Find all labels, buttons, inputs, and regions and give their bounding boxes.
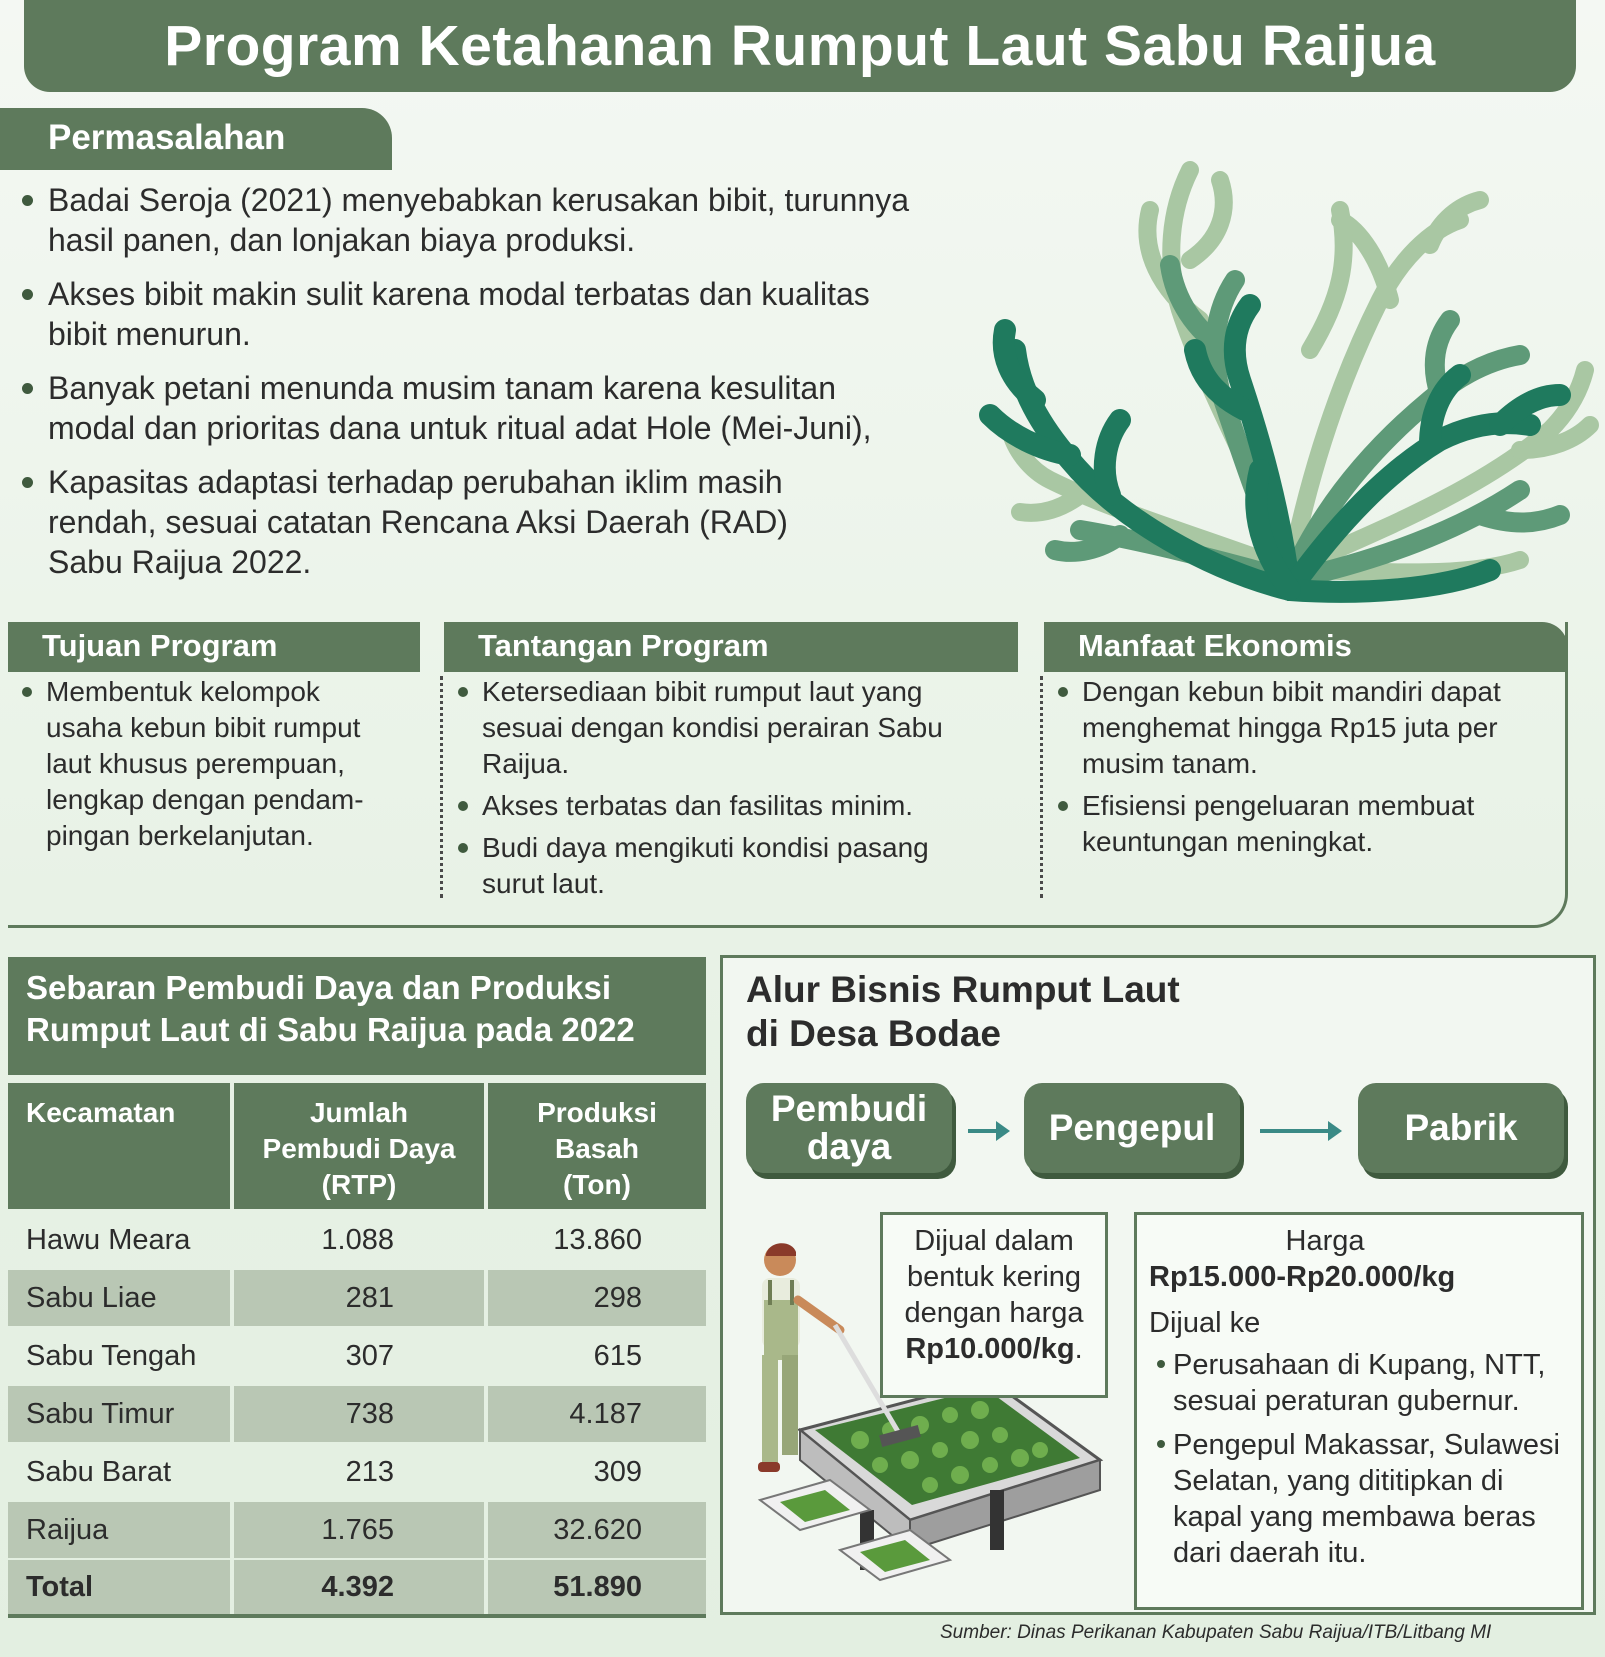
bullet-icon	[1157, 1360, 1165, 1368]
item-line: Pengepul Makassar, Sulawesi	[1173, 1429, 1560, 1461]
column-header-label: Kecamatan	[26, 1097, 176, 1128]
title-banner	[24, 0, 1576, 92]
step-pembudi-daya	[746, 1083, 952, 1173]
item-line: Kapasitas adaptasi terhadap perubahan iklim masih	[48, 464, 783, 500]
step-label: daya	[806, 1126, 892, 1167]
item-line: Akses bibit makin sulit karena modal terbatas dan kualitas	[48, 276, 870, 312]
bullet-icon	[458, 843, 468, 853]
cell-kecamatan: Sabu Liae	[26, 1282, 157, 1314]
table-title-line: Rumput Laut di Sabu Raijua pada 2022	[26, 1011, 635, 1048]
table-row	[8, 1444, 706, 1500]
item-line: Membentuk kelompok	[46, 676, 320, 707]
page-title: Program Ketahanan Rumput Laut Sabu Raijua	[164, 14, 1436, 78]
arrow-right-icon	[966, 1116, 1012, 1146]
price-note-pembudi	[880, 1212, 1108, 1398]
list-item	[22, 274, 1022, 354]
step-pengepul: Pengepul	[1024, 1083, 1240, 1173]
list-item	[22, 180, 1022, 260]
item-line: Sabu Raijua 2022.	[48, 544, 312, 580]
dijual-ke-label: Dijual ke	[1149, 1307, 1261, 1339]
item-line: Perusahaan di Kupang, NTT,	[1173, 1349, 1546, 1381]
column-header-ton	[488, 1083, 706, 1209]
item-line: Raijua.	[482, 748, 570, 779]
bullet-icon	[22, 289, 33, 300]
harga-label: Harga	[1285, 1225, 1365, 1257]
note-line: Dijual dalam	[914, 1225, 1074, 1257]
cell-ton: 13.860	[553, 1224, 642, 1256]
manfaat-list	[1058, 674, 1558, 866]
list-item	[22, 462, 1022, 582]
permasalahan-list	[22, 180, 1022, 596]
item-line: Dengan kebun bibit mandiri dapat	[1082, 676, 1501, 707]
list-item	[22, 674, 412, 854]
source-credit: Sumber: Dinas Perikanan Kabupaten Sabu Raijua/ITB/Litbang MI	[940, 1622, 1492, 1643]
flow-title	[746, 968, 1180, 1056]
item-line: bibit menurun.	[48, 316, 251, 352]
step-pabrik: Pabrik	[1358, 1083, 1564, 1173]
cell-ton: 615	[593, 1340, 642, 1372]
table-row	[8, 1270, 706, 1326]
column-header-label: Produksi	[537, 1097, 657, 1128]
item-line: rendah, sesuai catatan Rencana Aksi Daerah (RAD)	[48, 504, 788, 540]
arrow-right-icon	[1258, 1116, 1344, 1146]
divider	[440, 676, 443, 898]
item-line: laut khusus perempuan,	[46, 748, 345, 779]
item-line: Budi daya mengikuti kondisi pasang	[482, 832, 929, 863]
cell-ton: 298	[593, 1282, 642, 1314]
item-line: kapal yang membawa beras	[1173, 1501, 1536, 1533]
seaweed-illustration	[960, 150, 1600, 610]
bullet-icon	[1058, 687, 1068, 697]
item-line: menghemat hingga Rp15 juta per	[1082, 712, 1498, 743]
column-header-label: Pembudi Daya	[262, 1133, 456, 1164]
item-line: Badai Seroja (2021) menyebabkan kerusakan bibit, turunnya	[48, 182, 909, 218]
table-total-row	[8, 1560, 706, 1618]
tujuan-heading: Tujuan Program	[8, 622, 420, 672]
bullet-icon	[458, 687, 468, 697]
item-line: pingan berkelanjutan.	[46, 820, 314, 851]
table-row	[8, 1502, 706, 1558]
item-line: surut laut.	[482, 868, 605, 899]
item-line: Selatan, yang dititipkan di	[1173, 1465, 1504, 1497]
list-item	[1058, 788, 1558, 860]
item-line: musim tanam.	[1082, 748, 1258, 779]
list-item	[1149, 1427, 1581, 1571]
tantangan-list	[458, 674, 1014, 908]
item-line: hasil panen, dan lonjakan biaya produksi.	[48, 222, 636, 258]
note-period: .	[1074, 1333, 1083, 1365]
item-line: lengkap dengan pendam-	[46, 784, 364, 815]
column-header-label: (RTP)	[321, 1169, 397, 1200]
column-header-label: Jumlah	[309, 1097, 409, 1128]
cell-kecamatan: Raijua	[26, 1514, 109, 1546]
column-header-kecamatan	[8, 1083, 230, 1209]
bullet-icon	[1157, 1440, 1165, 1448]
item-line: usaha kebun bibit rumput	[46, 712, 361, 743]
step-label: Pembudi	[770, 1088, 928, 1129]
item-line: Akses terbatas dan fasilitas minim.	[482, 790, 914, 821]
item-line: dari daerah itu.	[1173, 1537, 1367, 1569]
bullet-icon	[22, 477, 33, 488]
column-header-label: (Ton)	[563, 1169, 631, 1200]
note-line	[883, 1331, 1105, 1367]
cell-ton: 309	[593, 1456, 642, 1488]
note-line: dengan harga	[904, 1297, 1084, 1329]
cell-rtp: 1.088	[321, 1224, 394, 1256]
item-line: keuntungan meningkat.	[1082, 826, 1374, 857]
item-line: sesuai peraturan gubernur.	[1173, 1385, 1520, 1417]
buyer-list	[1149, 1347, 1581, 1571]
table-title-line: Sebaran Pembudi Daya dan Produksi	[26, 969, 612, 1006]
permasalahan-heading: Permasalahan	[0, 108, 392, 170]
flow-title-line: Alur Bisnis Rumput Laut	[746, 969, 1180, 1010]
table-row	[8, 1386, 706, 1442]
bullet-icon	[22, 195, 33, 206]
item-line: Efisiensi pengeluaran membuat	[1082, 790, 1475, 821]
item-line: modal dan prioritas dana untuk ritual adat Hole (Mei-Juni),	[48, 410, 872, 446]
item-line: Ketersediaan bibit rumput laut yang	[482, 676, 923, 707]
cell-rtp: 738	[345, 1398, 394, 1430]
column-header-label: Basah	[554, 1133, 640, 1164]
list-item	[1149, 1347, 1581, 1419]
cell-rtp: 213	[345, 1456, 394, 1488]
bullet-icon	[22, 383, 33, 394]
bullet-icon	[22, 687, 32, 697]
note-price: Rp10.000/kg	[905, 1333, 1075, 1365]
tujuan-list	[22, 674, 412, 860]
list-item	[458, 788, 1014, 824]
bullet-icon	[458, 801, 468, 811]
cell-kecamatan: Hawu Meara	[26, 1224, 191, 1256]
list-item	[1058, 674, 1558, 782]
cell-ton: 32.620	[553, 1514, 642, 1546]
cell-ton: 4.187	[569, 1398, 642, 1430]
tantangan-heading: Tantangan Program	[444, 622, 1018, 672]
cell-kecamatan: Sabu Tengah	[26, 1340, 197, 1372]
cell-rtp: 1.765	[321, 1514, 394, 1546]
cell-kecamatan: Sabu Barat	[26, 1456, 172, 1488]
list-item	[458, 674, 1014, 782]
bullet-icon	[1058, 801, 1068, 811]
note-line: bentuk kering	[906, 1261, 1082, 1293]
cell-rtp: 4.392	[321, 1571, 394, 1603]
item-line: sesuai dengan kondisi perairan Sabu	[482, 712, 943, 743]
flow-title-line: di Desa Bodae	[746, 1013, 1001, 1054]
table-row	[8, 1328, 706, 1384]
cell-kecamatan: Total	[26, 1571, 94, 1603]
column-header-rtp	[234, 1083, 484, 1209]
table-row	[8, 1212, 706, 1268]
list-item	[458, 830, 1014, 902]
item-line: Banyak petani menunda musim tanam karena kesulitan	[48, 370, 836, 406]
table-title	[8, 957, 706, 1075]
cell-ton: 51.890	[553, 1571, 642, 1603]
price-note-pabrik	[1134, 1212, 1584, 1610]
manfaat-heading: Manfaat Ekonomis	[1044, 622, 1568, 672]
divider	[1040, 676, 1043, 898]
list-item	[22, 368, 1022, 448]
cell-rtp: 281	[345, 1282, 394, 1314]
harga-value: Rp15.000-Rp20.000/kg	[1149, 1261, 1456, 1293]
cell-rtp: 307	[345, 1340, 394, 1372]
cell-kecamatan: Sabu Timur	[26, 1398, 175, 1430]
